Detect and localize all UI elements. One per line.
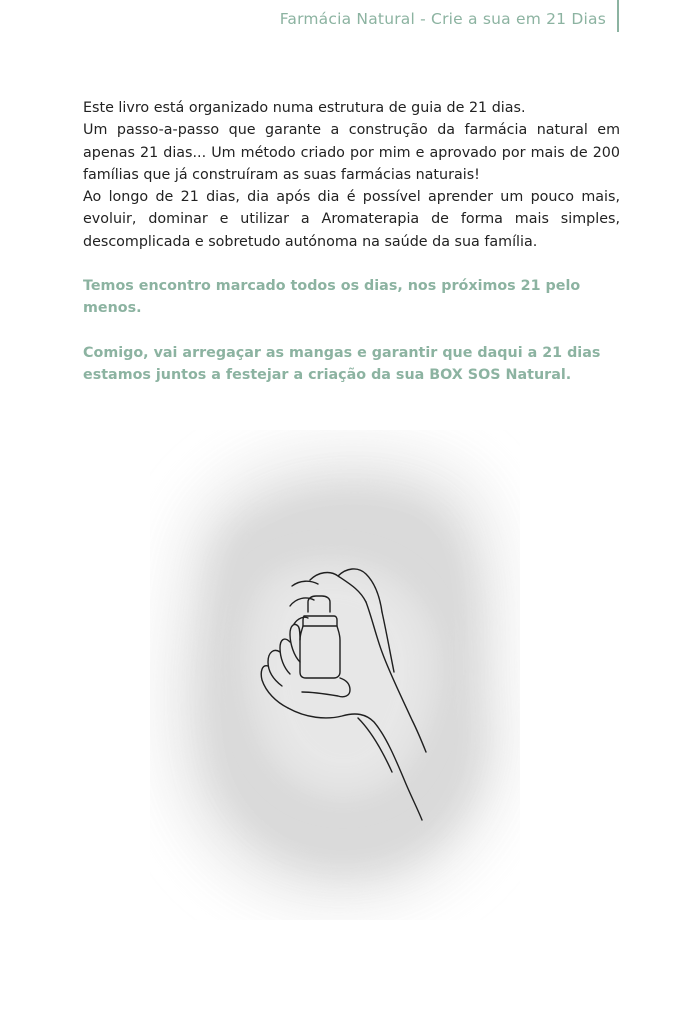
highlight-text-1: Temos encontro marcado todos os dias, nos próximos 21 pelo menos.: [83, 278, 581, 317]
header-vertical-rule: [617, 0, 619, 32]
highlight-text-2: Comigo, vai arregaçar as mangas e garantir que daqui a 21 dias estamos juntos a festejar a criação da sua BOX SOS Natural.: [83, 344, 601, 383]
intro-paragraph-1: Este livro está organizado numa estrutura de guia de 21 dias.: [83, 100, 526, 116]
page-body: [83, 97, 620, 386]
hands-holding-bottle-icon: [150, 430, 520, 920]
intro-paragraph-3: Ao longo de 21 dias, dia após dia é possível aprender um pouco mais, evoluir, dominar e utilizar a Aromaterapia de forma mais simples, descomplicada e sobretudo autónoma na saúde da sua família.: [83, 189, 620, 250]
watercolor-background: [164, 447, 511, 905]
spacer: [83, 253, 620, 275]
intro-paragraph-2: Um passo-a-passo que garante a construção da farmácia natural em apenas 21 dias... Um método criado por mim e aprovado por mais de 200 famílias que já construíram as suas farmácias naturais!: [83, 122, 620, 183]
spacer: [83, 320, 620, 342]
illustration: [150, 430, 520, 920]
running-header-title: Farmácia Natural - Crie a sua em 21 Dias: [279, 10, 606, 28]
